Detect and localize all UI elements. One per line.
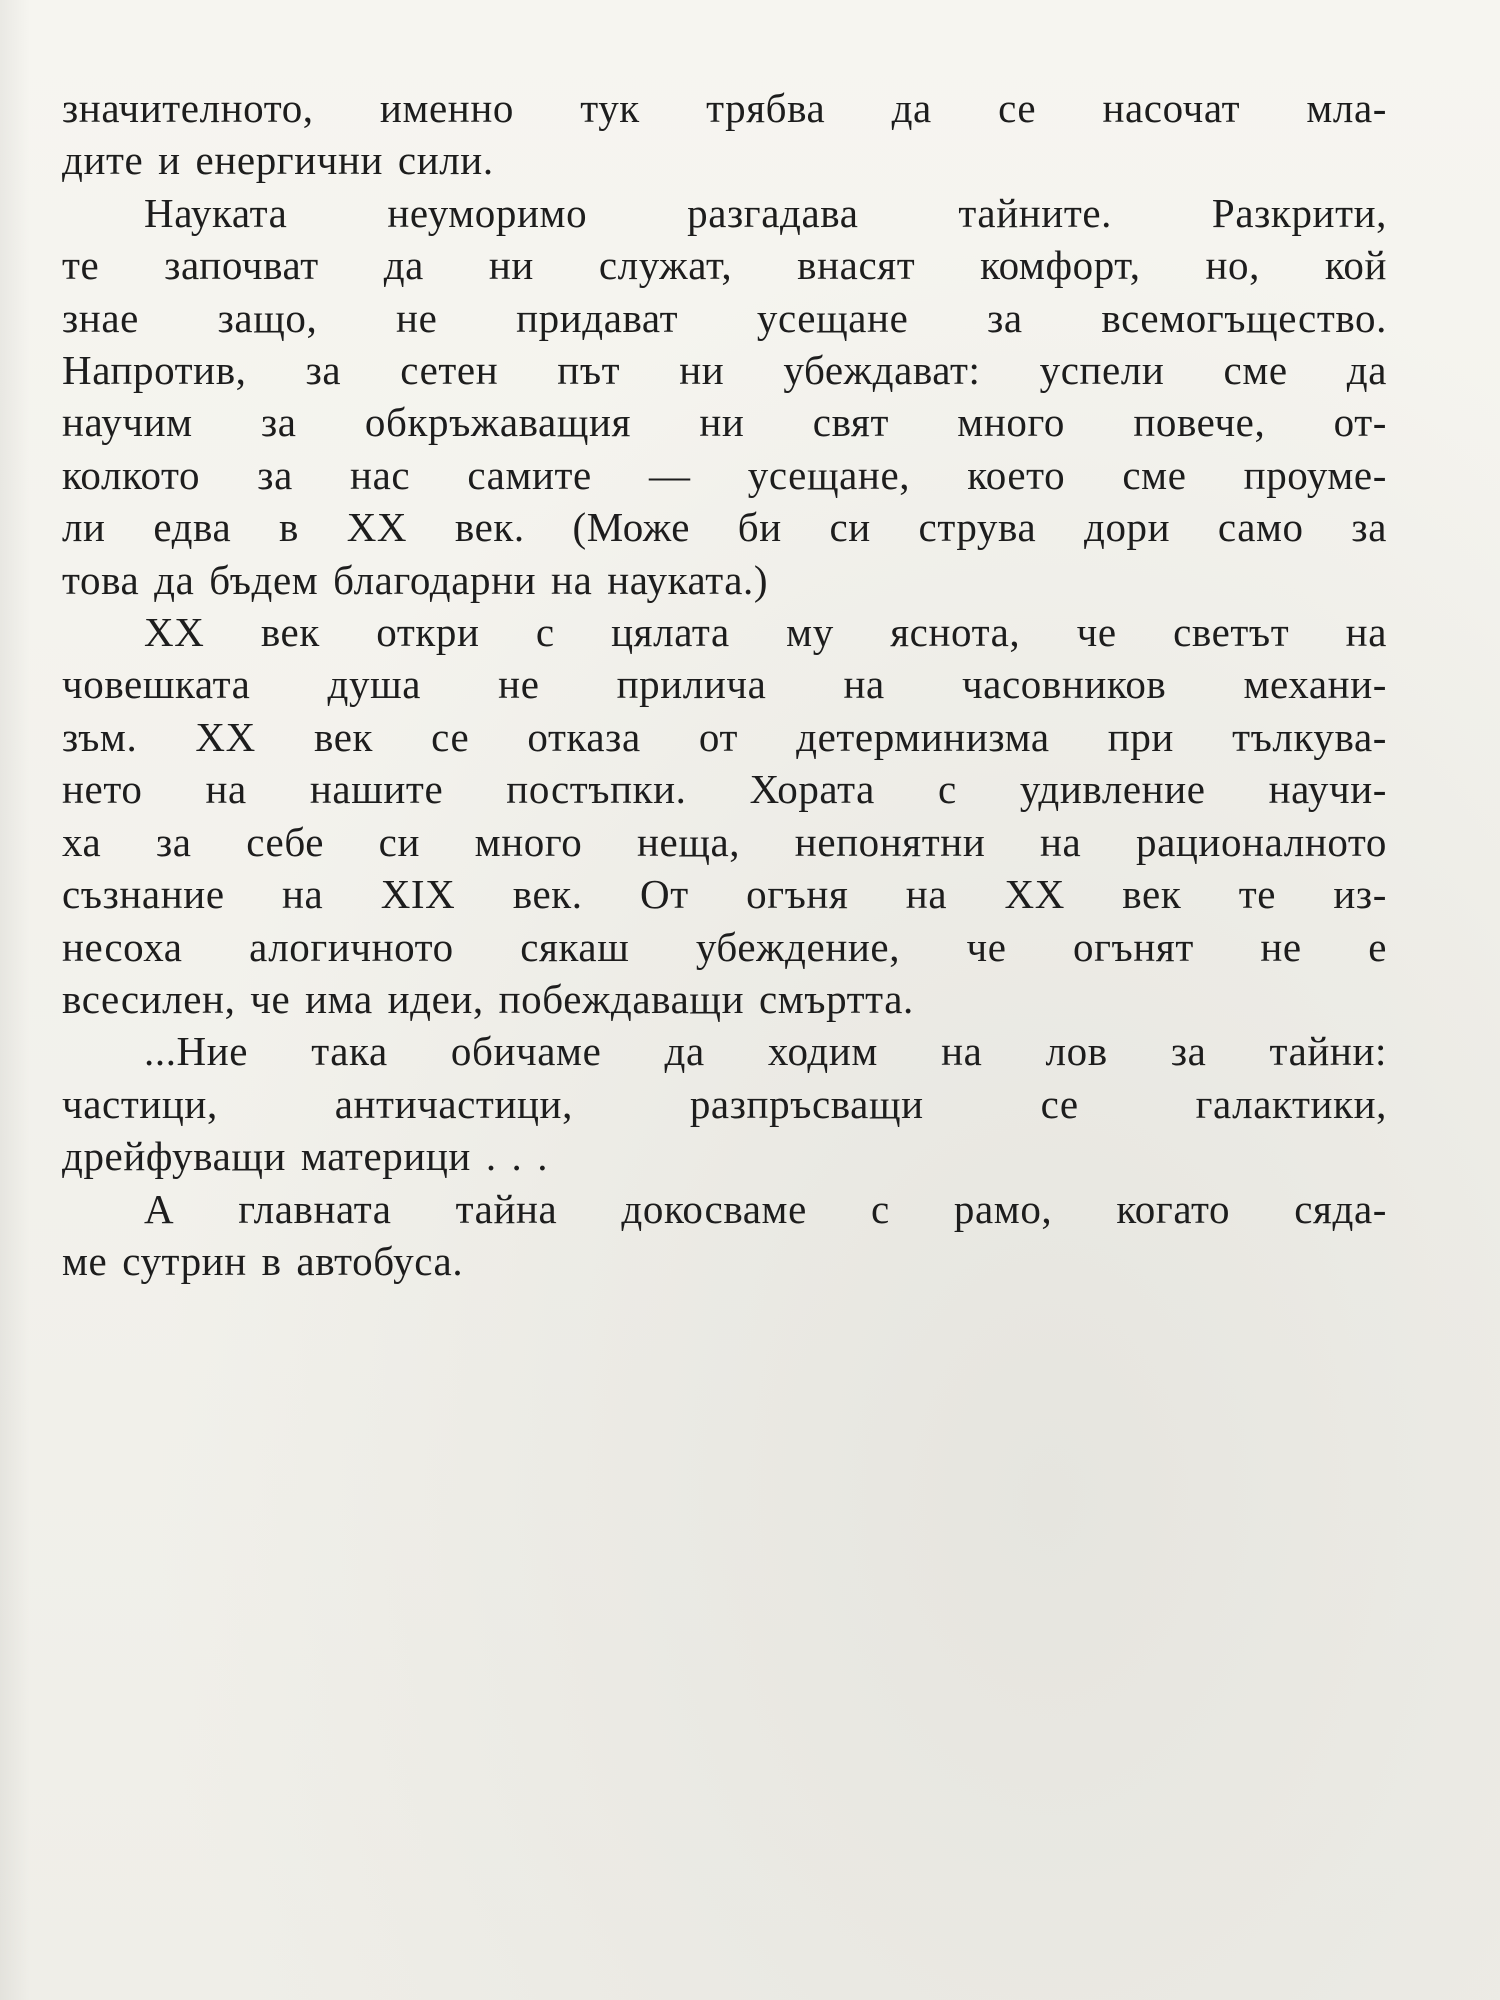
text-line: зъм. XX век се отказа от детерминизма при тълкува- [62,713,1387,760]
text-line: ...Ние така обичаме да ходим на лов за тайни: [144,1028,1387,1075]
paragraph [62,82,1387,187]
text-line: Напротив, за сетен път ни убеждават: успели сме да [62,347,1387,394]
text-line: всесилен, че има идеи, побеждаващи смъртта. [62,975,914,1022]
paragraph [62,606,1387,1025]
text-line: несоха алогичното сякаш убеждение, че огънят не е [62,923,1387,970]
text-line: те започват да ни служат, внасят комфорт, но, кой [62,242,1387,289]
text-line: човешката душа не прилича на часовников механи- [62,661,1387,708]
text-line: ха за себе си много неща, непонятни на рационалното [62,818,1387,865]
text-line: нето на нашите постъпки. Хората с удивление научи- [62,766,1387,813]
text-line: XX век откри с цялата му яснота, че светът на [144,609,1387,656]
text-line: знае защо, не придават усещане за всемогъщество. [62,294,1387,341]
page-text-block [62,82,1387,1287]
text-line: колкото за нас самите — усещане, което сме проуме- [62,451,1387,498]
text-line: дите и енергични сили. [62,137,494,184]
page-binding-shadow [0,0,30,2000]
paragraph [62,187,1387,606]
text-line: съзнание на XIX век. От огъня на XX век те из- [62,871,1387,918]
text-line: дрейфуващи материци . . . [62,1133,549,1180]
text-line: ме сутрин в автобуса. [62,1237,464,1284]
text-line: А главната тайна докосваме с рамо, когато сяда- [144,1185,1387,1232]
text-line: това да бъдем благодарни на науката.) [62,556,769,603]
paragraph [62,1183,1387,1288]
text-line: частици, античастици, разпръсващи се галактики, [62,1080,1387,1127]
text-line: Науката неуморимо разгадава тайните. Разкрити, [144,189,1387,236]
paragraph [62,1025,1387,1182]
text-line: научим за обкръжаващия ни свят много повече, от- [62,399,1387,446]
text-line: значителното, именно тук трябва да се насочат мла- [62,85,1387,131]
text-line: ли едва в XX век. (Може би си струва дори само за [62,504,1387,551]
